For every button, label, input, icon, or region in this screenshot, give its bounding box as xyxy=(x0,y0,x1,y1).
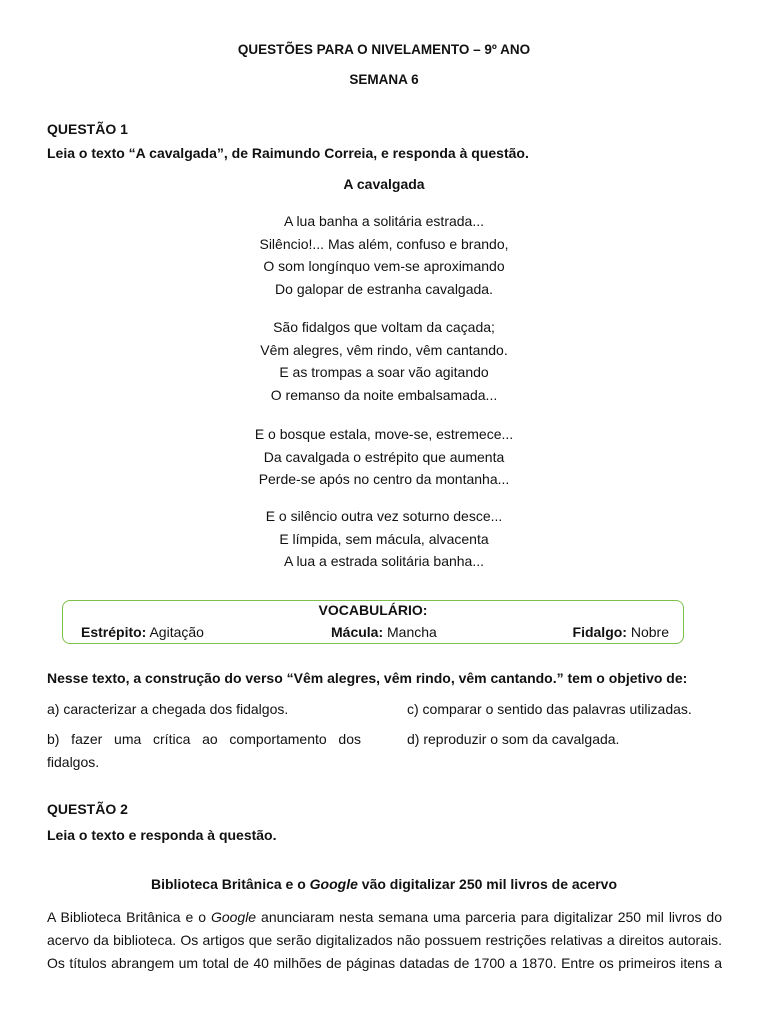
poem-title: A cavalgada xyxy=(343,176,425,192)
poem-stanza-2 xyxy=(0,316,768,406)
poem-line: Da cavalgada o estrépito que aumenta xyxy=(263,448,505,465)
vocabulary-term: Estrépito: xyxy=(81,624,147,640)
vocabulary-meaning: Agitação xyxy=(149,624,204,640)
question-1-heading: QUESTÃO 1 xyxy=(47,121,128,137)
poem-line: Vêm alegres, vêm rindo, vêm cantando. xyxy=(260,341,508,358)
article-line xyxy=(47,929,722,952)
poem-line: E as trompas a soar vão agitando xyxy=(279,364,489,380)
poem-line: A lua banha a solitária estrada... xyxy=(283,213,485,229)
question-1-prompt: Nesse texto, a construção do verso “Vêm alegres, vêm rindo, vêm cantando.” tem o objetivo de: xyxy=(47,670,688,686)
poem-stanza-3 xyxy=(0,423,768,491)
article-line xyxy=(47,906,722,929)
document-title: QUESTÕES PARA O NIVELAMENTO – 9º ANO xyxy=(237,42,531,57)
article-title-part: vão digitalizar 250 mil livros de acervo xyxy=(357,876,618,892)
option-b: b) fazer uma crítica ao comportamento dos fidalgos. xyxy=(47,731,361,770)
poem-line: O remanso da noite embalsamada... xyxy=(270,386,498,403)
article-title-part: Biblioteca Britânica e o xyxy=(150,876,310,892)
vocabulary-item xyxy=(573,624,669,640)
article-body xyxy=(47,906,722,975)
article-text: A Biblioteca Britânica e o xyxy=(47,909,211,925)
vocabulary-meaning: Mancha xyxy=(387,624,437,640)
poem-line: E límpida, sem mácula, alvacenta xyxy=(279,530,489,547)
vocabulary-title: VOCABULÁRIO: xyxy=(318,602,428,618)
option-d: d) reproduzir o som da cavalgada. xyxy=(407,731,620,747)
article-title-italic: Google xyxy=(309,876,358,892)
poem-line: A lua a estrada solitária banha... xyxy=(283,553,485,569)
article-text: anunciaram nesta semana uma parceria para digitalizar 250 mil livros do xyxy=(256,909,722,925)
poem-line: Perde-se após no centro da montanha... xyxy=(258,471,510,487)
vocabulary-meaning: Nobre xyxy=(630,624,669,640)
vocabulary-item xyxy=(331,624,437,640)
poem-line: E o silêncio outra vez soturno desce... xyxy=(265,508,503,524)
vocabulary-term: Mácula: xyxy=(331,624,384,640)
article-text: Os títulos abrangem um total de 40 milhões de páginas datadas de 1700 a 1870. Entre os primeiros itens a xyxy=(47,955,722,971)
question-2-instruction: Leia o texto e responda à questão. xyxy=(47,827,277,843)
poem-stanza-4 xyxy=(0,505,768,573)
poem-line: São fidalgos que voltam da caçada; xyxy=(273,319,495,335)
option-a: a) caracterizar a chegada dos fidalgos. xyxy=(47,701,289,717)
poem-line: O som longínquo vem-se aproximando xyxy=(263,258,505,274)
question-1-instruction: Leia o texto “A cavalgada”, de Raimundo Correia, e responda à questão. xyxy=(47,145,529,161)
question-2-heading: QUESTÃO 2 xyxy=(47,801,128,817)
vocabulary-item xyxy=(81,624,204,640)
article-text: acervo da biblioteca. Os artigos que serão digitalizados não possuem restrições relativas a direitos autorais. xyxy=(47,932,722,948)
vocabulary-box xyxy=(62,600,684,644)
poem-line: Silêncio!... Mas além, confuso e brando, xyxy=(259,235,509,252)
vocabulary-term: Fidalgo: xyxy=(572,624,627,640)
option-c: c) comparar o sentido das palavras utilizadas. xyxy=(407,701,692,717)
poem-line: E o bosque estala, move-se, estremece... xyxy=(254,426,514,442)
article-text-italic: Google xyxy=(210,909,257,925)
article-line xyxy=(47,952,722,975)
document-subtitle: SEMANA 6 xyxy=(349,72,419,87)
article-title xyxy=(0,876,768,892)
poem-line: Do galopar de estranha cavalgada. xyxy=(275,280,493,297)
poem-stanza-1 xyxy=(0,210,768,300)
